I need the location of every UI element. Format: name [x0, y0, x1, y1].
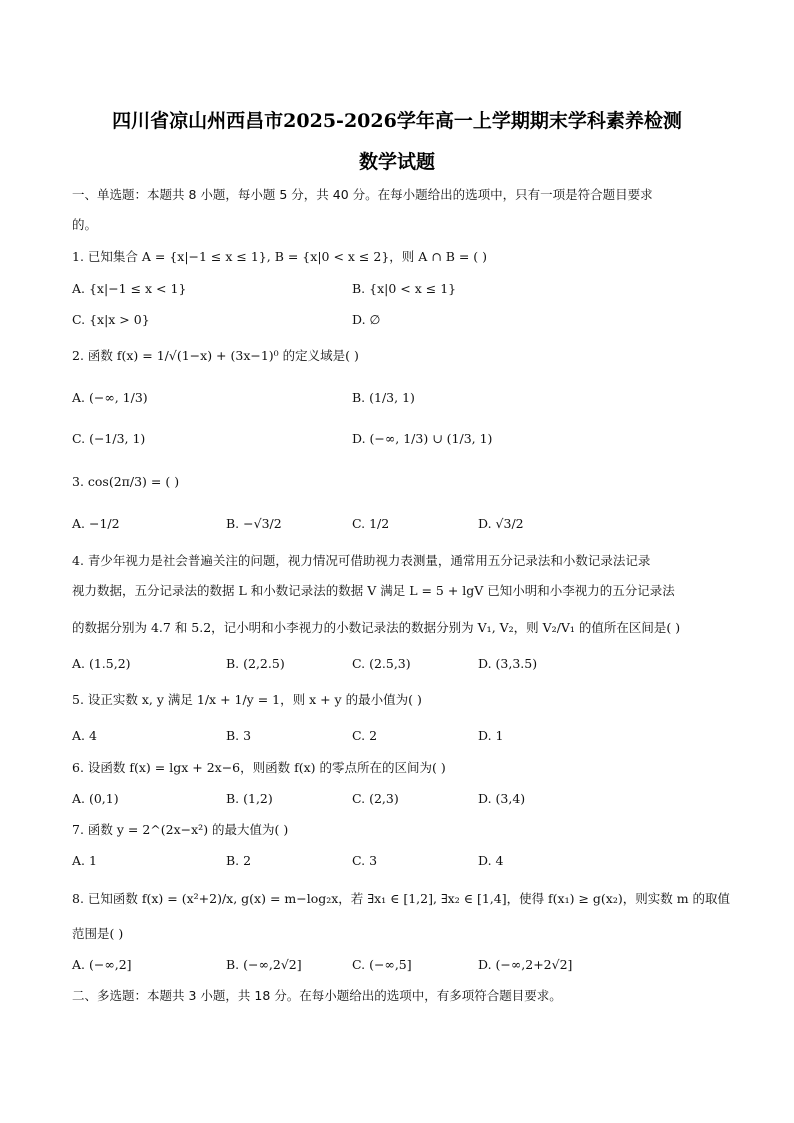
q2-option-c: C. (−1/3, 1)	[72, 431, 146, 446]
exam-title: 四川省凉山州西昌市2025-2026学年高一上学期期末学科素养检测	[112, 110, 682, 132]
q6-option-b: B. (1,2)	[226, 791, 273, 806]
q1-stem: 1. 已知集合 A = {x|−1 ≤ x ≤ 1}, B = {x|0 < x ≤ 2}，则 A ∩ B = ( )	[72, 249, 488, 264]
q8-option-a: A. (−∞,2]	[72, 957, 132, 972]
q2-option-b: B. (1/3, 1)	[352, 390, 415, 405]
q7-stem: 7. 函数 y = 2^(2x−x²) 的最大值为( )	[72, 822, 289, 837]
q5-stem: 5. 设正实数 x, y 满足 1/x + 1/y = 1，则 x + y 的最小值为( )	[72, 692, 422, 707]
q4-option-a: A. (1.5,2)	[72, 656, 131, 671]
q6-option-d: D. (3,4)	[478, 791, 526, 806]
section1-heading-cont: 的。	[72, 217, 98, 232]
q3-option-a: A. −1/2	[72, 516, 120, 531]
q1-option-d: D. ∅	[352, 312, 381, 327]
q4-stem-line2: 视力数据，五分记录法的数据 L 和小数记录法的数据 V 满足 L = 5 + lgV 已知小明和小李视力的五分记录法	[72, 583, 675, 598]
q8-option-d: D. (−∞,2+2√2]	[478, 957, 573, 972]
section1-heading: 一、单选题：本题共 8 小题，每小题 5 分，共 40 分。在每小题给出的选项中，只有一项是符合题目要求	[72, 187, 653, 202]
q8-stem-line2: 范围是( )	[72, 926, 124, 941]
q3-option-c: C. 1/2	[352, 516, 390, 531]
q8-option-b: B. (−∞,2√2]	[226, 957, 302, 972]
q4-stem-line3: 的数据分别为 4.7 和 5.2，记小明和小李视力的小数记录法的数据分别为 V₁, V₂，则 V₂/V₁ 的值所在区间是( )	[72, 620, 681, 635]
q3-stem: 3. cos(2π/3) = ( )	[72, 474, 180, 489]
q4-option-d: D. (3,3.5)	[478, 656, 538, 671]
q5-option-b: B. 3	[226, 728, 252, 743]
q1-option-a: A. {x|−1 ≤ x < 1}	[72, 281, 187, 296]
q7-option-d: D. 4	[478, 853, 504, 868]
q4-stem-line1: 4. 青少年视力是社会普遍关注的问题，视力情况可借助视力表测量，通常用五分记录法和小数记录法记录	[72, 553, 651, 568]
q3-option-d: D. √3/2	[478, 516, 524, 531]
q3-option-b: B. −√3/2	[226, 516, 282, 531]
q7-option-b: B. 2	[226, 853, 252, 868]
q7-option-a: A. 1	[72, 853, 97, 868]
q2-stem: 2. 函数 f(x) = 1/√(1−x) + (3x−1)⁰ 的定义域是( )	[72, 348, 359, 363]
exam-subtitle: 数学试题	[358, 151, 435, 173]
q4-option-b: B. (2,2.5)	[226, 656, 285, 671]
q4-option-c: C. (2.5,3)	[352, 656, 411, 671]
q6-option-c: C. (2,3)	[352, 791, 399, 806]
q8-option-c: C. (−∞,5]	[352, 957, 412, 972]
q5-option-c: C. 2	[352, 728, 378, 743]
q5-option-a: A. 4	[72, 728, 97, 743]
q6-stem: 6. 设函数 f(x) = lgx + 2x−6，则函数 f(x) 的零点所在的区间为( )	[72, 760, 446, 775]
q7-option-c: C. 3	[352, 853, 378, 868]
q5-option-d: D. 1	[478, 728, 504, 743]
section2-heading: 二、多选题：本题共 3 小题，共 18 分。在每小题给出的选项中，有多项符合题目要求。	[72, 988, 562, 1003]
q2-option-a: A. (−∞, 1/3)	[72, 390, 148, 405]
q6-option-a: A. (0,1)	[72, 791, 119, 806]
q8-stem-line1: 8. 已知函数 f(x) = (x²+2)/x, g(x) = m−log₂x，若 ∃x₁ ∈ [1,2], ∃x₂ ∈ [1,4]，使得 f(x₁) ≥ g(x₂)，则实数 m 的取值	[72, 891, 731, 906]
q1-option-c: C. {x|x > 0}	[72, 312, 150, 327]
q1-option-b: B. {x|0 < x ≤ 1}	[352, 281, 457, 296]
q2-option-d: D. (−∞, 1/3) ∪ (1/3, 1)	[352, 431, 493, 446]
